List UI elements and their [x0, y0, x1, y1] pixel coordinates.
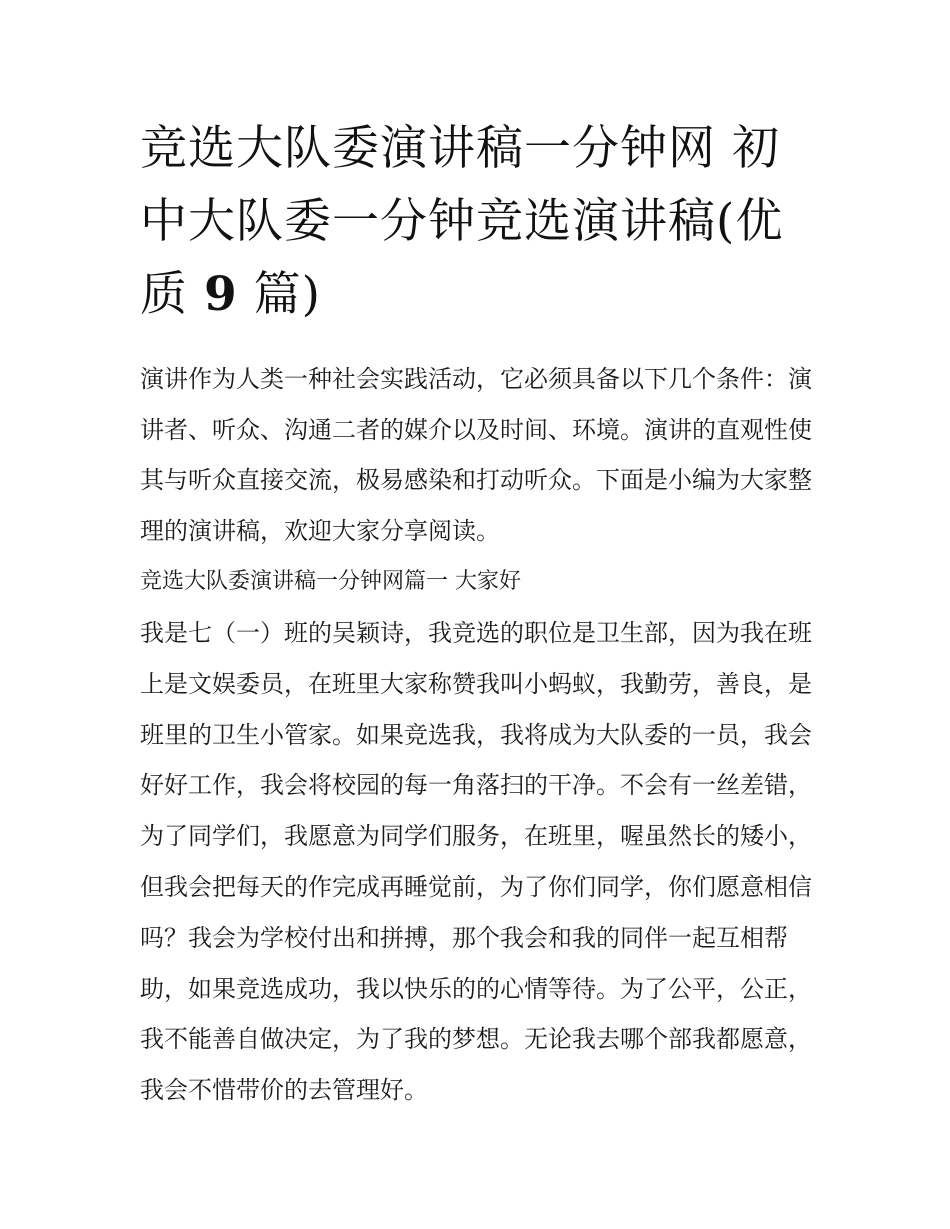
title-number: 9 [203, 267, 238, 322]
speech-paragraph: 我是七（一）班的吴颖诗，我竞选的职位是卫生部，因为我在班上是文娱委员，在班里大家称赞我叫小蚂蚁，我勤劳，善良，是班里的卫生小管家。如果竞选我，我将成为大队委的一员，我会好好工作，我会将校园的每一角落扫的干净。不会有一丝差错，为了同学们，我愿意为同学们服务，在班里，喔虽然长的矮小，但我会把每天的作完成再睡觉前，为了你们同学，你们愿意相信吗？我会为学校付出和拼搏，那个我会和我的同伴一起互相帮助，如果竞选成功，我以快乐的的心情等待。为了公平，公正，我不能善自做决定，为了我的梦想。无论我去哪个部我都愿意，我会不惜带价的去管理好。 [140, 619, 812, 1105]
title-text-part2: 篇) [237, 267, 321, 322]
title-text-part1: 竞选大队委演讲稿一分钟网 初中大队委一分钟竞选演讲稿(优质 [140, 121, 784, 322]
section-heading: 竞选大队委演讲稿一分钟网篇一 大家好 [140, 569, 521, 594]
document-body [140, 354, 820, 1116]
intro-paragraph: 演讲作为人类一种社会实践活动，它必须具备以下几个条件：演讲者、听众、沟通二者的媒介以及时间、环境。演讲的直观性使其与听众直接交流，极易感染和打动听众。下面是小编为大家整理的演讲稿，欢迎大家分享阅读。 [140, 365, 812, 545]
document-title [140, 112, 820, 331]
